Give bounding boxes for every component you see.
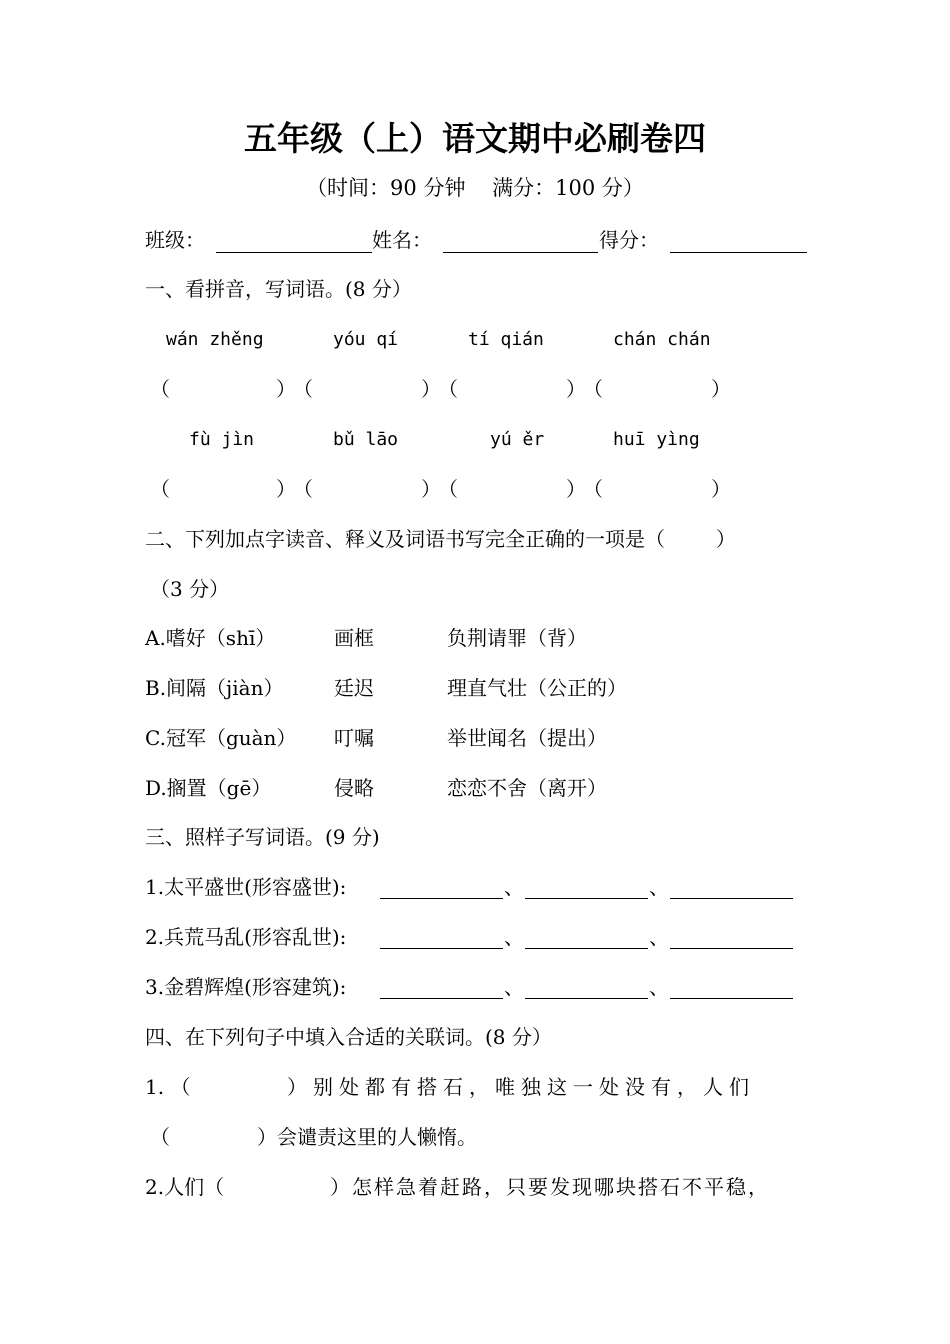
item3-sep-1: 、 bbox=[504, 975, 524, 999]
item3-blank-3[interactable] bbox=[670, 976, 793, 999]
section4-heading: 四、在下列句子中填入合适的关联词。(8 分） bbox=[145, 1025, 552, 1049]
answer-bracket-8-close: ） bbox=[711, 477, 731, 501]
answer-bracket-1-open: （ bbox=[150, 377, 170, 401]
q1-line2-text: ）会谴责这里的人懒惰。 bbox=[257, 1125, 477, 1149]
pinyin-2: yóu qí bbox=[333, 329, 399, 350]
item1-sep-1: 、 bbox=[504, 875, 524, 899]
option-c-word2: 叮嘱 bbox=[334, 726, 374, 750]
score-field[interactable] bbox=[670, 230, 807, 253]
option-a-word2: 画框 bbox=[334, 626, 374, 650]
q1-line2-start: （ bbox=[150, 1125, 170, 1149]
item2-sep-2: 、 bbox=[649, 925, 669, 949]
pinyin-8: huī yìng bbox=[613, 429, 700, 450]
answer-bracket-3-open: （ bbox=[438, 377, 458, 401]
answer-bracket-7-open: （ bbox=[438, 477, 458, 501]
name-field[interactable] bbox=[443, 230, 598, 253]
option-b-word: B.间隔（jiàn） bbox=[145, 676, 284, 700]
q2-line1-start: 2.人们（ bbox=[145, 1175, 225, 1199]
pinyin-7: yú ěr bbox=[490, 429, 545, 450]
option-d-word2: 侵略 bbox=[334, 776, 374, 800]
class-field[interactable] bbox=[216, 230, 372, 253]
item1-blank-2[interactable] bbox=[525, 876, 648, 899]
answer-bracket-8-open: （ bbox=[583, 477, 603, 501]
option-b-idiom: 理直气壮（公正的） bbox=[447, 676, 627, 700]
answer-bracket-4-close: ） bbox=[711, 377, 731, 401]
q1-line1-text: ）别处都有搭石，唯独这一处没有，人们 bbox=[287, 1075, 755, 1099]
item2-blank-1[interactable] bbox=[380, 926, 503, 949]
item2-blank-2[interactable] bbox=[525, 926, 648, 949]
score-label: 得分： bbox=[599, 228, 659, 252]
option-a-idiom: 负荆请罪（背） bbox=[447, 626, 587, 650]
name-label: 姓名： bbox=[372, 228, 432, 252]
answer-bracket-2-open: （ bbox=[293, 377, 313, 401]
option-d-idiom: 恋恋不舍（离开） bbox=[447, 776, 607, 800]
q2-line1-text: ）怎样急着赶路，只要发现哪块搭石不平稳， bbox=[330, 1175, 770, 1199]
item2-prompt: 2.兵荒马乱(形容乱世): bbox=[145, 925, 347, 949]
class-label: 班级： bbox=[145, 228, 205, 252]
option-a-word: A.嗜好（shī） bbox=[145, 626, 276, 650]
pinyin-1: wán zhěng bbox=[166, 329, 264, 350]
answer-bracket-6-open: （ bbox=[293, 477, 313, 501]
item3-prompt: 3.金碧辉煌(形容建筑): bbox=[145, 975, 347, 999]
pinyin-3: tí qián bbox=[468, 329, 544, 350]
pinyin-6: bǔ lāo bbox=[333, 429, 399, 450]
item1-sep-2: 、 bbox=[649, 875, 669, 899]
option-c-word: C.冠军（guàn） bbox=[145, 726, 297, 750]
pinyin-5: fù jìn bbox=[189, 429, 255, 450]
item3-blank-2[interactable] bbox=[525, 976, 648, 999]
section2-heading: 二、下列加点字读音、释义及词语书写完全正确的一项是（ ） bbox=[145, 527, 736, 551]
pinyin-4: chán chán bbox=[613, 329, 711, 350]
item3-sep-2: 、 bbox=[649, 975, 669, 999]
exam-time-score: （时间：90 分钟 满分：100 分） bbox=[306, 176, 644, 200]
page-title: 五年级（上）语文期中必刷卷四 bbox=[244, 119, 706, 158]
item1-blank-1[interactable] bbox=[380, 876, 503, 899]
answer-bracket-1-close: ） bbox=[276, 377, 296, 401]
answer-bracket-6-close: ） bbox=[421, 477, 441, 501]
item1-blank-3[interactable] bbox=[670, 876, 793, 899]
answer-bracket-2-close: ） bbox=[421, 377, 441, 401]
answer-bracket-5-open: （ bbox=[150, 477, 170, 501]
answer-bracket-4-open: （ bbox=[583, 377, 603, 401]
answer-bracket-7-close: ） bbox=[566, 477, 586, 501]
section2-points: （3 分） bbox=[150, 577, 230, 601]
item1-prompt: 1.太平盛世(形容盛世): bbox=[145, 875, 347, 899]
q1-line1-start: 1. （ bbox=[145, 1075, 191, 1099]
item2-blank-3[interactable] bbox=[670, 926, 793, 949]
item3-blank-1[interactable] bbox=[380, 976, 503, 999]
option-c-idiom: 举世闻名（提出） bbox=[447, 726, 607, 750]
answer-bracket-5-close: ） bbox=[276, 477, 296, 501]
section1-heading: 一、看拼音，写词语。(8 分） bbox=[145, 277, 412, 301]
answer-bracket-3-close: ） bbox=[566, 377, 586, 401]
section3-heading: 三、照样子写词语。(9 分) bbox=[145, 825, 380, 849]
option-b-word2: 廷迟 bbox=[334, 676, 374, 700]
option-d-word: D.搁置（gē） bbox=[145, 776, 272, 800]
item2-sep-1: 、 bbox=[504, 925, 524, 949]
